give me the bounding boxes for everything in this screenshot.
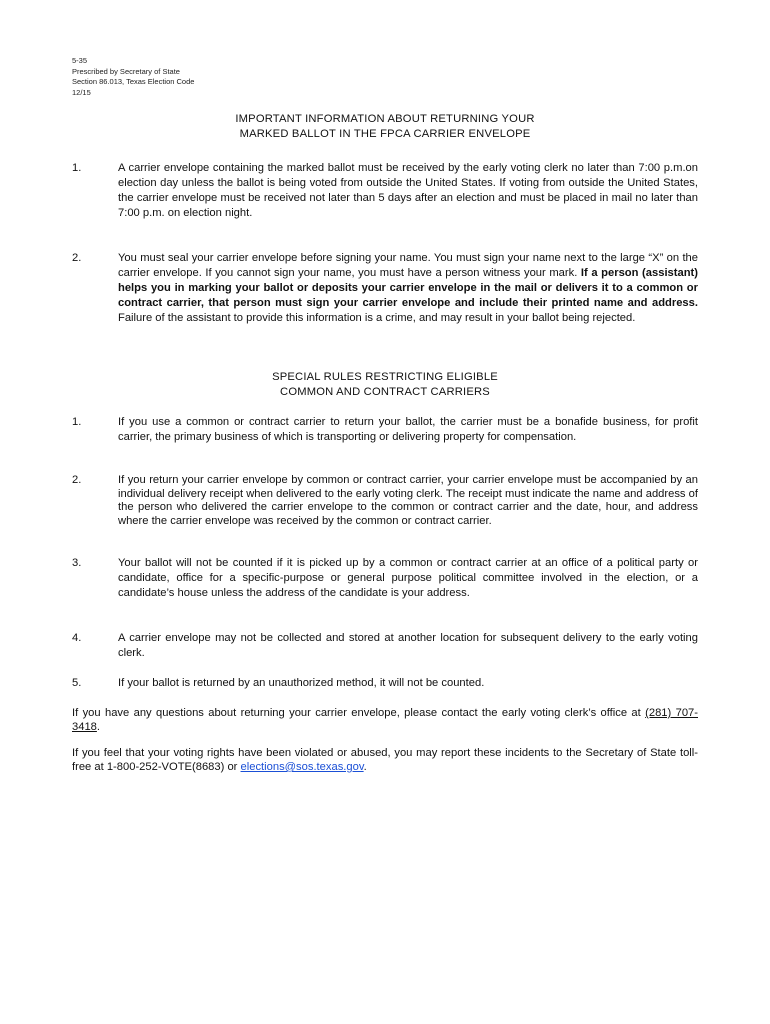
title-line-2: MARKED BALLOT IN THE FPCA CARRIER ENVELOPE	[239, 128, 531, 140]
item-number: 5.	[72, 677, 82, 689]
report-end: .	[363, 761, 367, 773]
contact-end: .	[96, 721, 100, 733]
page-title	[72, 112, 698, 142]
item-text: If your ballot is returned by an unauthorized method, it will not be counted.	[118, 677, 485, 689]
form-date: 12/15	[72, 87, 91, 97]
item-number: 3.	[72, 557, 82, 569]
item-text-bold: If a person (assistant) helps you in marking your ballot or deposits your carrier envelope in the mail or delivers it to a common or contract carrier, that person must sign your carrier envelope and include their printed name and address.	[118, 267, 699, 309]
item-number: 2.	[72, 474, 82, 486]
item-text: If you use a common or contract carrier to return your ballot, the carrier must be a bonafide business, for profit carrier, the primary business of which is transporting or delivering property for compensation.	[118, 416, 698, 443]
item-text	[118, 251, 698, 326]
phone-number: (281) 707-3418	[72, 707, 698, 733]
item-text: A carrier envelope containing the marked ballot must be received by the early voting clerk no later than 7:00 p.m.on election day unless the ballot is being voted from outside the United States. If voting from outside the United States, the carrier envelope must be received not later than 5 days after an election and must be placed in mail no later than 7:00 p.m. on election night.	[118, 162, 698, 219]
contact-paragraph	[72, 706, 698, 734]
subtitle-line-1: SPECIAL RULES RESTRICTING ELIGIBLE	[272, 371, 498, 383]
contact-text: If you have any questions about returning your carrier envelope, please contact the early voting clerk’s office at	[72, 707, 641, 719]
item-text: If you return your carrier envelope by common or contract carrier, your carrier envelope must be accompanied by an individual delivery receipt when delivered to the early voting clerk. The receipt must indicate the name and address of the person who delivered the carrier envelope to the common or contract carrier and the date, hour, and address where the carrier envelope was received by the common or contract carrier.	[118, 474, 698, 527]
title-line-1: IMPORTANT INFORMATION ABOUT RETURNING YOUR	[235, 113, 535, 125]
report-paragraph	[72, 746, 698, 774]
item-number: 1.	[72, 416, 82, 428]
item-text: Your ballot will not be counted if it is picked up by a common or contract carrier at an office of a political party or candidate, office for a specific-purpose or general purpose political committee involved in the election, or a candidate’s house unless the address of the candidate is your address.	[118, 557, 698, 599]
report-text: If you feel that your voting rights have been violated or abused, you may report these incidents to the Secretary of State toll-free at 1-800-252-VOTE(8683) or	[72, 747, 698, 773]
subtitle-line-2: COMMON AND CONTRACT CARRIERS	[280, 386, 490, 398]
statute-section: Section 86.013, Texas Election Code	[72, 77, 195, 86]
form-header	[72, 56, 194, 98]
form-number: 5-35	[72, 56, 88, 65]
item-text-plain: You must seal your carrier envelope before signing your name. You must sign your name next to the large “X” on the carrier envelope. If you cannot sign your name, you must have a person witness your mark.	[118, 252, 698, 279]
item-number: 1.	[72, 162, 82, 174]
item-number: 4.	[72, 632, 82, 644]
item-text-plain-end: Failure of the assistant to provide this information is a crime, and may result in your ballot being rejected.	[118, 312, 636, 324]
prescribed-by: Prescribed by Secretary of State	[72, 66, 180, 76]
email-link[interactable]: elections@sos.texas.gov	[240, 761, 364, 773]
item-number: 2.	[72, 252, 82, 264]
item-text: A carrier envelope may not be collected and stored at another location for subsequent delivery to the early voting clerk.	[118, 632, 698, 659]
section-subtitle	[72, 370, 698, 400]
